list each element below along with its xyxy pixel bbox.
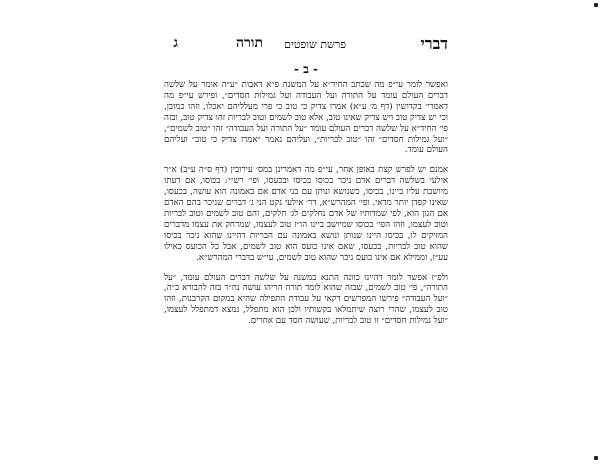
scan-edge-mark [594, 3, 598, 7]
section-title: - ב - [293, 62, 319, 76]
running-header [164, 34, 448, 56]
body-text [164, 80, 448, 327]
header-page-letter: ג [173, 35, 178, 51]
scan-edge-mark [594, 456, 598, 460]
paragraph-2: אמנם יש לפרש קצת באופן אחר, עי״פ מה דאמרינן במס׳ עירובין (דף ס״ה ע״ב) א״ר אילעי בשלשה דברים אדם ניכר בכוסו בכיסו ובכעסו, ופי׳ רש״י: בכוסו, אם דעתו מיושבת עליו ביינו, בכיסו, כשנושא ונותן עם בני אדם אם באמונה הוא עושה, בכעסו, שאינו קפדן יותר מדאי. ופי׳ המהרש״א, דר׳ אילעי נקט הני ג׳ דברים שניכר בהם האדם אם הגון הוא, לפי שמדותיו של אדם נחלקים לג׳ חלקים, והם טוב לשמים וטוב לבריות וטוב לעצמו, וזהו הפי׳ בכוסו שמיושב ביינו הו״ז טוב לעצמו, שמרחק את עצמו מדברים המזיקים לו, בכיסו היינו שנותן ונושא באמונה עם הבריות דהיינו שהוא ניכר בכיסו שהוא טוב לבריות, בכעסו, שאם אינו כועס הוא טוב לשמים, אבל כל הכועס כאילו עע״ז, וממילא אם אינו כועס ניכר שהוא טוב לשמים, עי״ש בדברי המהרש״א. [164, 165, 448, 263]
paragraph-1: ואפשר לומר עי״פ מה שכתב החיד״א על המשנה פ״א דאבות ״ע״ה אומר על שלשה דברים העולם עומד על התורה ועל העבודה ועל גמילות חסדים״, ופירש עי״פ מה דאמרי׳ בקדושין (דף מ׳ ע״א) אמרו צדיק כי טוב כי פרי מעלליהם יאכלו, וזהו כמובן, וכי יש צדיק טוב ויש צדיק שאינו טוב, אלא טוב לשמים וטוב לבריות זהו צדיק טוב, ובזה פי׳ החיד״א על שלשה דברים העולם עומד ״על התורה ועל העבודה״ זהו ״טוב לשמים״, ״ועל גמילות חסדים״ זהו ״טוב לבריות״, ועליהם נאמר ״אמרו צדיק כי טוב״ ועליהם העולם עומד. [164, 80, 448, 156]
header-book-title: דברי [420, 34, 448, 53]
header-parsha: פרשת שופטים [284, 38, 346, 51]
header-title: תורה [235, 35, 263, 51]
paragraph-3: ולפ״ז אפשר לומר דהיינו כוונה התנא במשנה על שלשה דברים העולם עומד, ״על התורה״, פי׳ טוב לשמים, שבזה שהוא לומד תורה הריהו עושה נח״ר בזה להבורא ב״ה, ״ועל העבודה״ פירשו המפרשים דקאי על עבודת התפילה שהיא במקום הקרבנות, וזהו טוב לעצמו, שהרי רוצה שיתמלאו בקשותיו ולכן הוא מתפלל, נמצא דמתפלל לעצמו, ״ועל גמילות חסדים״ זו טוב לבריות, שעושה חסד עם אחרים. [164, 272, 448, 327]
